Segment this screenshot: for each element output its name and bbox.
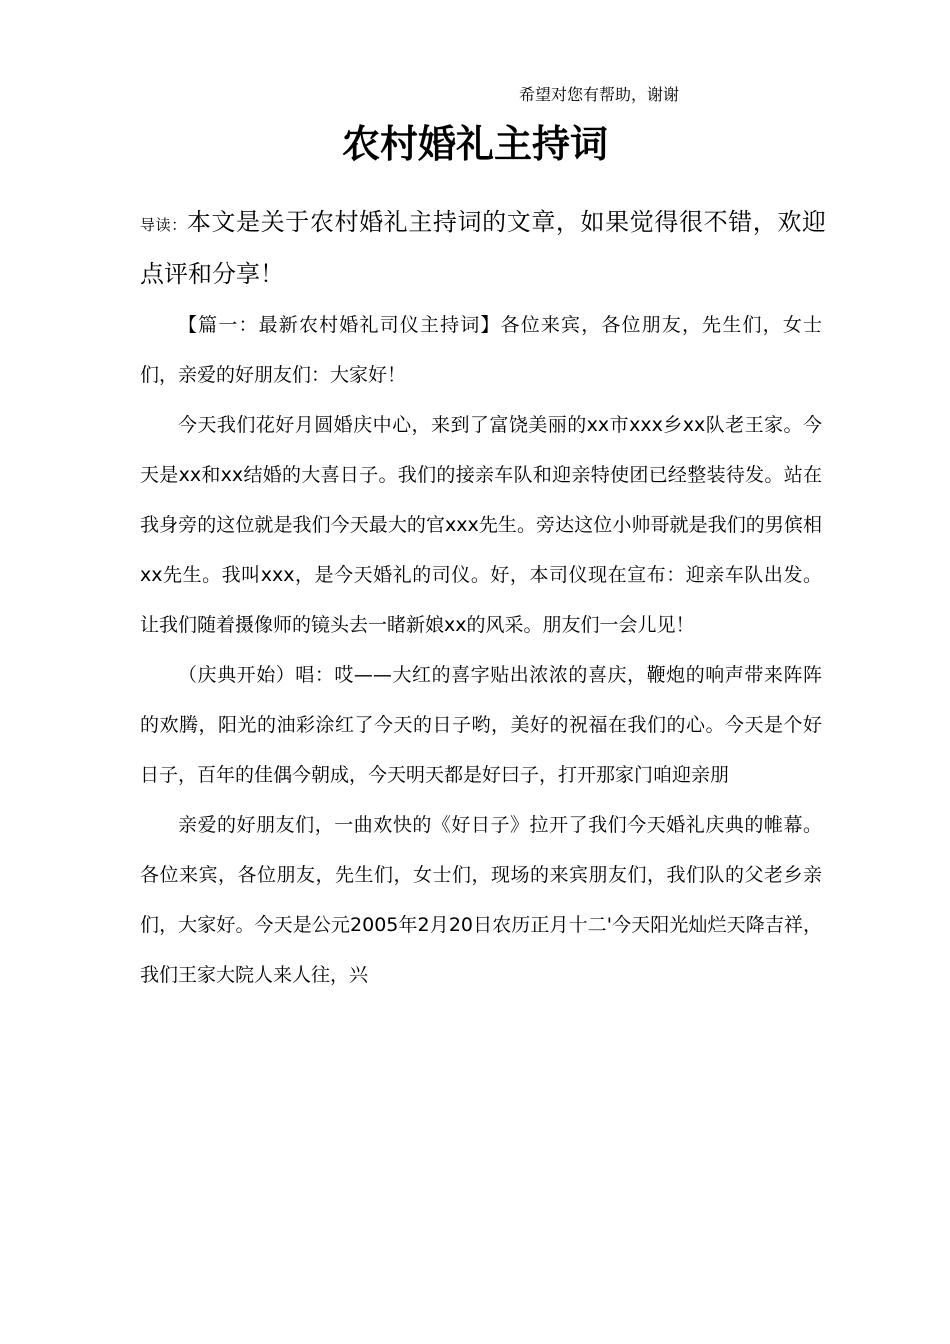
- intro-paragraph: [140, 198, 826, 299]
- body-paragraph-1: 【篇一：最新农村婚礼司仪主持词】各位来宾，各位朋友，先生们，女士们，亲爱的好朋友们：大家好！: [140, 314, 822, 386]
- intro-label: 导读：: [140, 216, 187, 234]
- document-body: [140, 300, 822, 1000]
- header-note: 希望对您有帮助，谢谢: [519, 85, 680, 104]
- body-paragraph-2: 今天我们花好月圆婚庆中心，来到了富饶美丽的xx市xxx乡xx队老王家。今天是xx和xx结婚的大喜日子。我们的接亲车队和迎亲特使团已经整装待发。站在我身旁的这位就是我们今天最大的官xxx先生。旁达这位小帅哥就是我们的男傧相xx先生。我叫xxx，是今天婚礼的司仪。好，本司仪现在宣布：迎亲车队出发。让我们随着摄像师的镜头去一睹新娘xx的风采。朋友们一会儿见！: [140, 414, 822, 636]
- document-title: 农村婚礼主持词: [341, 122, 608, 166]
- body-paragraph-3: （庆典开始）唱：哎——大红的喜字贴出浓浓的喜庆，鞭炮的响声带来阵阵的欢腾，阳光的油彩涂红了今天的日子哟，美好的祝福在我们的心。今天是个好日子，百年的佳偶今朝成，今天明天都是好曰子，打开那家门咱迎亲朋: [140, 664, 822, 786]
- body-paragraph-4: 亲爱的好朋友们，一曲欢快的《好日子》拉开了我们今天婚礼庆典的帷幕。各位来宾，各位朋友，先生们，女士们，现场的来宾朋友们，我们队的父老乡亲们，大家好。今天是公元2005年2月20日农历正月十二'今天阳光灿烂天降吉祥，我们王家大院人来人往，兴: [140, 814, 822, 986]
- intro-text: 本文是关于农村婚礼主持词的文章，如果觉得很不错，欢迎点评和分享！: [140, 208, 826, 288]
